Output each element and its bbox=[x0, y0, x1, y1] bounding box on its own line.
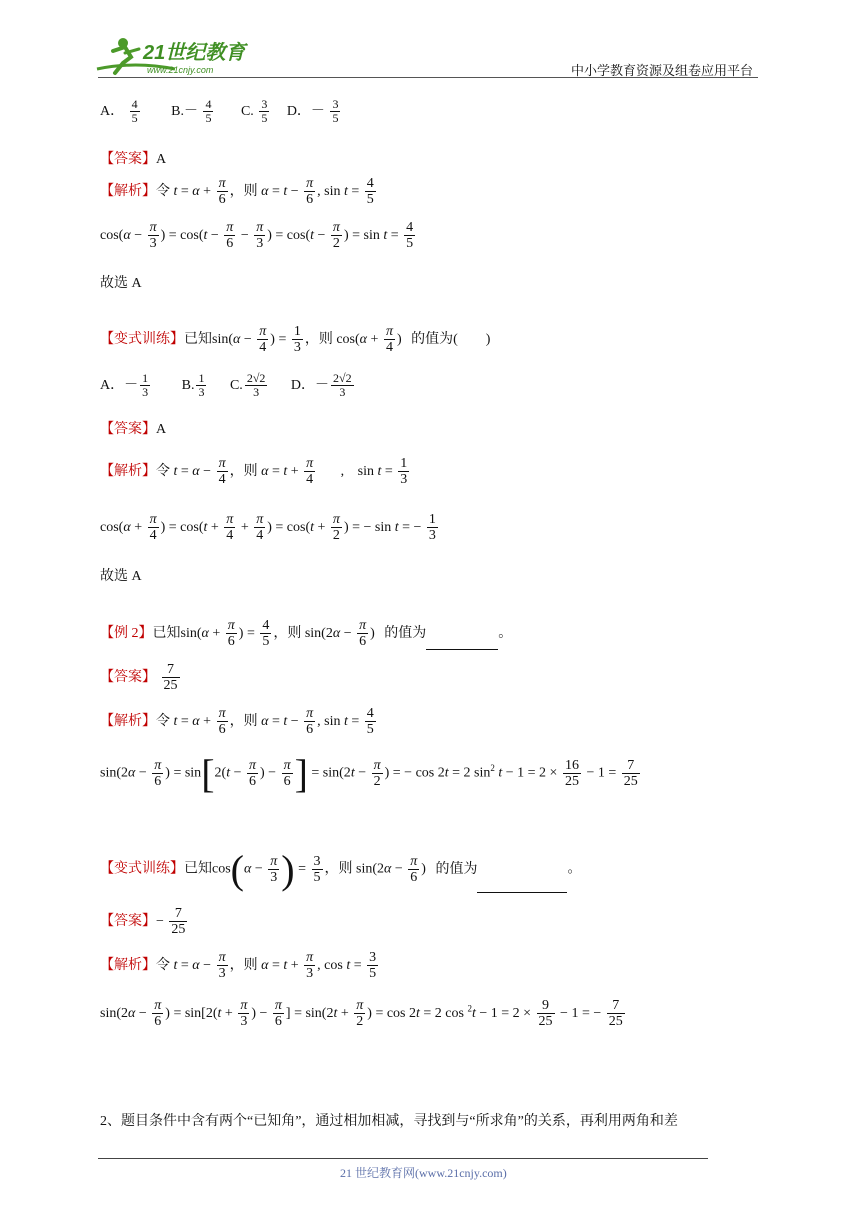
logo-url: www.21cnjy.com bbox=[147, 65, 214, 75]
v1-analysis: 【解析】令 t = α − $\frac{\pi}{4}$ ，则 α = t + $\frac{\pi}{4}$ , sin t = $\frac{1}{3}$ bbox=[100, 456, 408, 488]
q1-derivation: cos(α − $\frac{\pi}{3}$ ) = cos(t − $\frac{\pi}{6}$ − $\frac{\pi}{3}$ ) = cos(t − $\frac{\pi}{2}$ ) = sin t = $\frac{4}{5}$ bbox=[100, 220, 414, 252]
logo-text: 21世纪教育 bbox=[143, 42, 246, 64]
option-a: A． bbox=[100, 103, 125, 119]
options-row-1: A． $\frac{4}{5}$ B.－ $\frac{4}{5}$ C. $\frac{3}{5}$ D．－ $\frac{3}{5}$ bbox=[100, 97, 339, 126]
v2-answer: 【答案】− $\frac{7}{25}$ bbox=[100, 906, 186, 938]
site-logo bbox=[95, 33, 275, 77]
v1-question: 【变式训练】已知sin(α − $\frac{\pi}{4}$ ) = $\frac{1}{3}$ ，则 cos(α + $\frac{\pi}{4}$ ) 的值为( ) bbox=[100, 324, 491, 356]
q1-conclusion: 故选 A bbox=[100, 276, 142, 291]
ex2-question: 【例 2】已知sin(α + $\frac{\pi}{6}$ ) = $\frac{4}{5}$ ，则 sin(2α − $\frac{\pi}{6}$ ) 的值为 。 bbox=[100, 618, 513, 650]
footer-text: 21 世纪教育网(www.21cnjy.com) bbox=[340, 1166, 507, 1180]
v1-conclusion: 故选 A bbox=[100, 569, 142, 584]
header-divider bbox=[98, 77, 758, 78]
v1-derivation: cos(α + $\frac{\pi}{4}$ ) = cos(t + $\frac{\pi}{4}$ + $\frac{\pi}{4}$ ) = cos(t + $\frac{\pi}{2}$ ) = − sin t = − $\frac{1}{3}$ bbox=[100, 512, 436, 544]
header-right-text: 中小学教育资源及组卷应用平台 bbox=[571, 64, 754, 79]
section-2-text: 2、题目条件中含有两个“已知角”，通过相加相减，寻找到与“所求角”的关系，再利用两角和差 bbox=[100, 1114, 678, 1129]
v1-answer: 【答案】A bbox=[100, 422, 167, 437]
v2-derivation: sin(2α − $\frac{\pi}{6}$ ) = sin[2(t + $\frac{\pi}{3}$ ) − $\frac{\pi}{6}$ ] = sin(2t + $\frac{\pi}{2}$ ) = cos 2t = 2 cos $^2$t − 1 = 2 × $\frac{9}{25}$ − 1 = − $\frac{7}{25}$ bbox=[100, 998, 623, 1030]
v1-options: A．－ $\frac{1}{3}$ B. $\frac{1}{3}$ C. $\frac{2√2}{3}$ D．－ $\frac{2√2}{3}$ bbox=[100, 371, 352, 400]
ex2-derivation: sin(2α − $\frac{\pi}{6}$ ) = sin[2(t − $\frac{\pi}{6}$ ) − $\frac{\pi}{6}$ ] = sin(2t − $\frac{\pi}{2}$ ) = − cos 2t = 2 $\sin^2 t - 1 = 2$ × $\frac{16}{25}$ − 1 = $\frac{7}{25}$ bbox=[100, 751, 638, 796]
ex2-analysis: 【解析】令 t = α + $\frac{\pi}{6}$ ，则 α = t − $\frac{\pi}{6}$ , sin t = $\frac{4}{5}$ bbox=[100, 706, 374, 738]
footer-divider bbox=[98, 1158, 708, 1159]
v2-question: 【变式训练】已知cos(α − $\frac{\pi}{3}$ ) = $\frac{3}{5}$ ，则 sin(2α − $\frac{\pi}{6}$ ) 的值为 。 bbox=[100, 847, 582, 892]
option-c: C. bbox=[240, 103, 254, 119]
option-d: D．－ bbox=[286, 103, 325, 119]
v2-analysis: 【解析】令 t = α − $\frac{\pi}{3}$ ，则 α = t + $\frac{\pi}{3}$ , cos t = $\frac{3}{5}$ bbox=[100, 950, 377, 982]
q1-answer: 【答案】A bbox=[100, 152, 167, 167]
option-b: B.－ bbox=[171, 103, 198, 119]
ex2-answer: 【答案】 $\frac{7}{25}$ bbox=[100, 662, 178, 694]
q1-analysis: 【解析】令 t = α + $\frac{\pi}{6}$ ，则 α = t − $\frac{\pi}{6}$ , sin t = $\frac{4}{5}$ bbox=[100, 176, 374, 208]
